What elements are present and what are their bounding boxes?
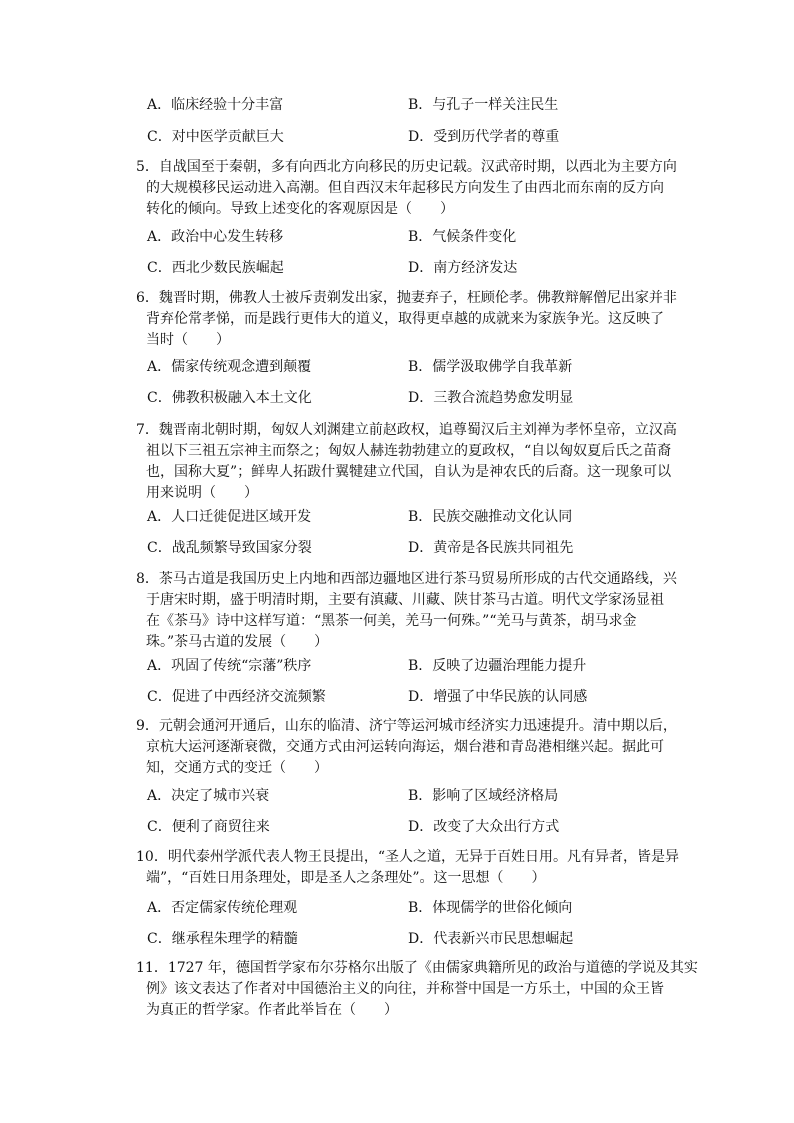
q5-options-row-1	[147, 227, 707, 247]
q9-line-3: 知，交通方式的变迁（ ）	[146, 760, 328, 776]
q5-line-1: 5．自战国至于秦朝，多有向西北方向移民的历史记载。汉武帝时期，以西北为主要方向	[136, 159, 677, 175]
q7-option-a[interactable]: A．人口迁徙促进区域开发	[147, 509, 312, 525]
q9-option-a[interactable]: A．决定了城市兴衰	[147, 788, 270, 804]
q6-options-row-1	[147, 357, 707, 377]
q7-options-row-2	[147, 538, 707, 558]
q8-option-b[interactable]: B．反映了边疆治理能力提升	[408, 658, 587, 674]
q8-option-a[interactable]: A．巩固了传统“宗藩”秩序	[147, 658, 312, 674]
q10-options-row-2	[147, 929, 707, 949]
q5-options-row-2	[147, 258, 707, 278]
q10-options-row-1	[147, 898, 707, 918]
q6-options-row-2	[147, 388, 707, 408]
q9-option-b[interactable]: B．影响了区域经济格局	[408, 788, 559, 804]
q4-option-b[interactable]: B．与孔子一样关注民生	[408, 97, 559, 113]
question-8-stem	[136, 569, 676, 653]
question-6-stem	[136, 288, 676, 351]
q7-line-4: 用来说明（ ）	[146, 485, 258, 501]
q6-line-1: 6．魏晋时期，佛教人士被斥责剃发出家，抛妻弃子，枉顾伦孝。佛教辩解僧尼出家并非	[136, 290, 677, 306]
q10-option-a[interactable]: A．否定儒家传统伦理观	[147, 900, 298, 916]
q5-option-a[interactable]: A．政治中心发生转移	[147, 229, 284, 245]
q8-options-row-1	[147, 656, 707, 676]
question-10-stem	[136, 847, 679, 889]
q9-option-c[interactable]: C．便利了商贸往来	[147, 819, 270, 835]
q9-options-row-2	[147, 817, 707, 837]
q6-option-c[interactable]: C．佛教积极融入本土文化	[147, 390, 312, 406]
q10-line-1: 10．明代泰州学派代表人物王艮提出，“圣人之道，无异于百姓日用。凡有异者，皆是异	[136, 849, 679, 865]
q6-line-2: 背弃伦常孝悌，而是践行更伟大的道义，取得更卓越的成就来为家族争光。这反映了	[146, 311, 664, 327]
q4-option-d[interactable]: D．受到历代学者的尊重	[408, 129, 560, 145]
q8-line-2: 于唐宋时期，盛于明清时期，主要有滇藏、川藏、陕甘茶马古道。明代文学家汤显祖	[146, 592, 664, 608]
q4-option-a[interactable]: A．临床经验十分丰富	[147, 97, 284, 113]
q10-option-c[interactable]: C．继承程朱理学的精髓	[147, 931, 298, 947]
q11-line-1: 11．1727 年，德国哲学家布尔芬格尔出版了《由儒家典籍所见的政治与道德的学说及其实	[136, 960, 698, 976]
q5-option-b[interactable]: B．气候条件变化	[408, 229, 517, 245]
q11-line-3: 为真正的哲学家。作者此举旨在（ ）	[146, 1002, 398, 1018]
q7-line-3: 也，国称大夏”；鲜卑人拓跋什翼犍建立代国，自认为是神农氏的后裔。这一现象可以	[146, 464, 672, 480]
q7-option-b[interactable]: B．民族交融推动文化认同	[408, 509, 573, 525]
q6-option-b[interactable]: B．儒学汲取佛学自我革新	[408, 359, 573, 375]
q8-line-1: 8．茶马古道是我国历史上内地和西部边疆地区进行茶马贸易所形成的古代交通路线，兴	[136, 571, 677, 587]
q9-line-1: 9．元朝会通河开通后，山东的临清、济宁等运河城市经济实力迅速提升。清中期以后，	[136, 718, 677, 734]
q8-option-d[interactable]: D．增强了中华民族的认同感	[408, 689, 588, 705]
q5-option-d[interactable]: D．南方经济发达	[408, 260, 518, 276]
q8-options-row-2	[147, 687, 707, 707]
q8-line-4: 珠。”茶马古道的发展（ ）	[146, 634, 329, 650]
q7-option-d[interactable]: D．黄帝是各民族共同祖先	[408, 540, 574, 556]
q6-option-d[interactable]: D．三教合流趋势愈发明显	[408, 390, 574, 406]
q4-option-c[interactable]: C．对中医学贡献巨大	[147, 129, 284, 145]
q4-options-row-1	[147, 95, 707, 115]
q7-option-c[interactable]: C．战乱频繁导致国家分裂	[147, 540, 312, 556]
q8-line-3: 在《茶马》诗中这样写道：“黑茶一何美，羌马一何殊。”“羌马与黄茶，胡马求金	[146, 613, 637, 629]
q10-option-d[interactable]: D．代表新兴市民思想崛起	[408, 931, 574, 947]
q7-line-1: 7．魏晋南北朝时期，匈奴人刘渊建立前赵政权，追尊蜀汉后主刘禅为孝怀皇帝，立汉高	[136, 422, 677, 438]
q10-option-b[interactable]: B．体现儒学的世俗化倾向	[408, 900, 573, 916]
question-5-stem	[136, 157, 676, 220]
q8-option-c[interactable]: C．促进了中西经济交流频繁	[147, 689, 326, 705]
question-9-stem	[136, 716, 676, 779]
q5-line-3: 转化的倾向。导致上述变化的客观原因是（ ）	[146, 201, 454, 217]
q5-option-c[interactable]: C．西北少数民族崛起	[147, 260, 284, 276]
q9-option-d[interactable]: D．改变了大众出行方式	[408, 819, 560, 835]
q7-options-row-1	[147, 507, 707, 527]
question-7-stem	[136, 420, 676, 504]
question-11-stem	[136, 958, 698, 1021]
q9-options-row-1	[147, 786, 707, 806]
q9-line-2: 京杭大运河逐渐衰微，交通方式由河运转向海运，烟台港和青岛港相继兴起。据此可	[146, 739, 664, 755]
q6-line-3: 当时（ ）	[146, 332, 230, 348]
q4-options-row-2	[147, 127, 707, 147]
q10-line-2: 端”，“百姓日用条理处，即是圣人之条理处”。这一思想（ ）	[146, 870, 546, 886]
q7-line-2: 祖以下三祖五宗神主而祭之；匈奴人赫连勃勃建立的夏政权，“自以匈奴夏后氏之苗裔	[146, 443, 672, 459]
q5-line-2: 的大规模移民运动进入高潮。但自西汉末年起移民方向发生了由西北而东南的反方向	[146, 180, 664, 196]
q11-line-2: 例》该文表达了作者对中国德治主义的向往，并称誉中国是一方乐土，中国的众王皆	[146, 981, 664, 997]
q6-option-a[interactable]: A．儒家传统观念遭到颠覆	[147, 359, 312, 375]
